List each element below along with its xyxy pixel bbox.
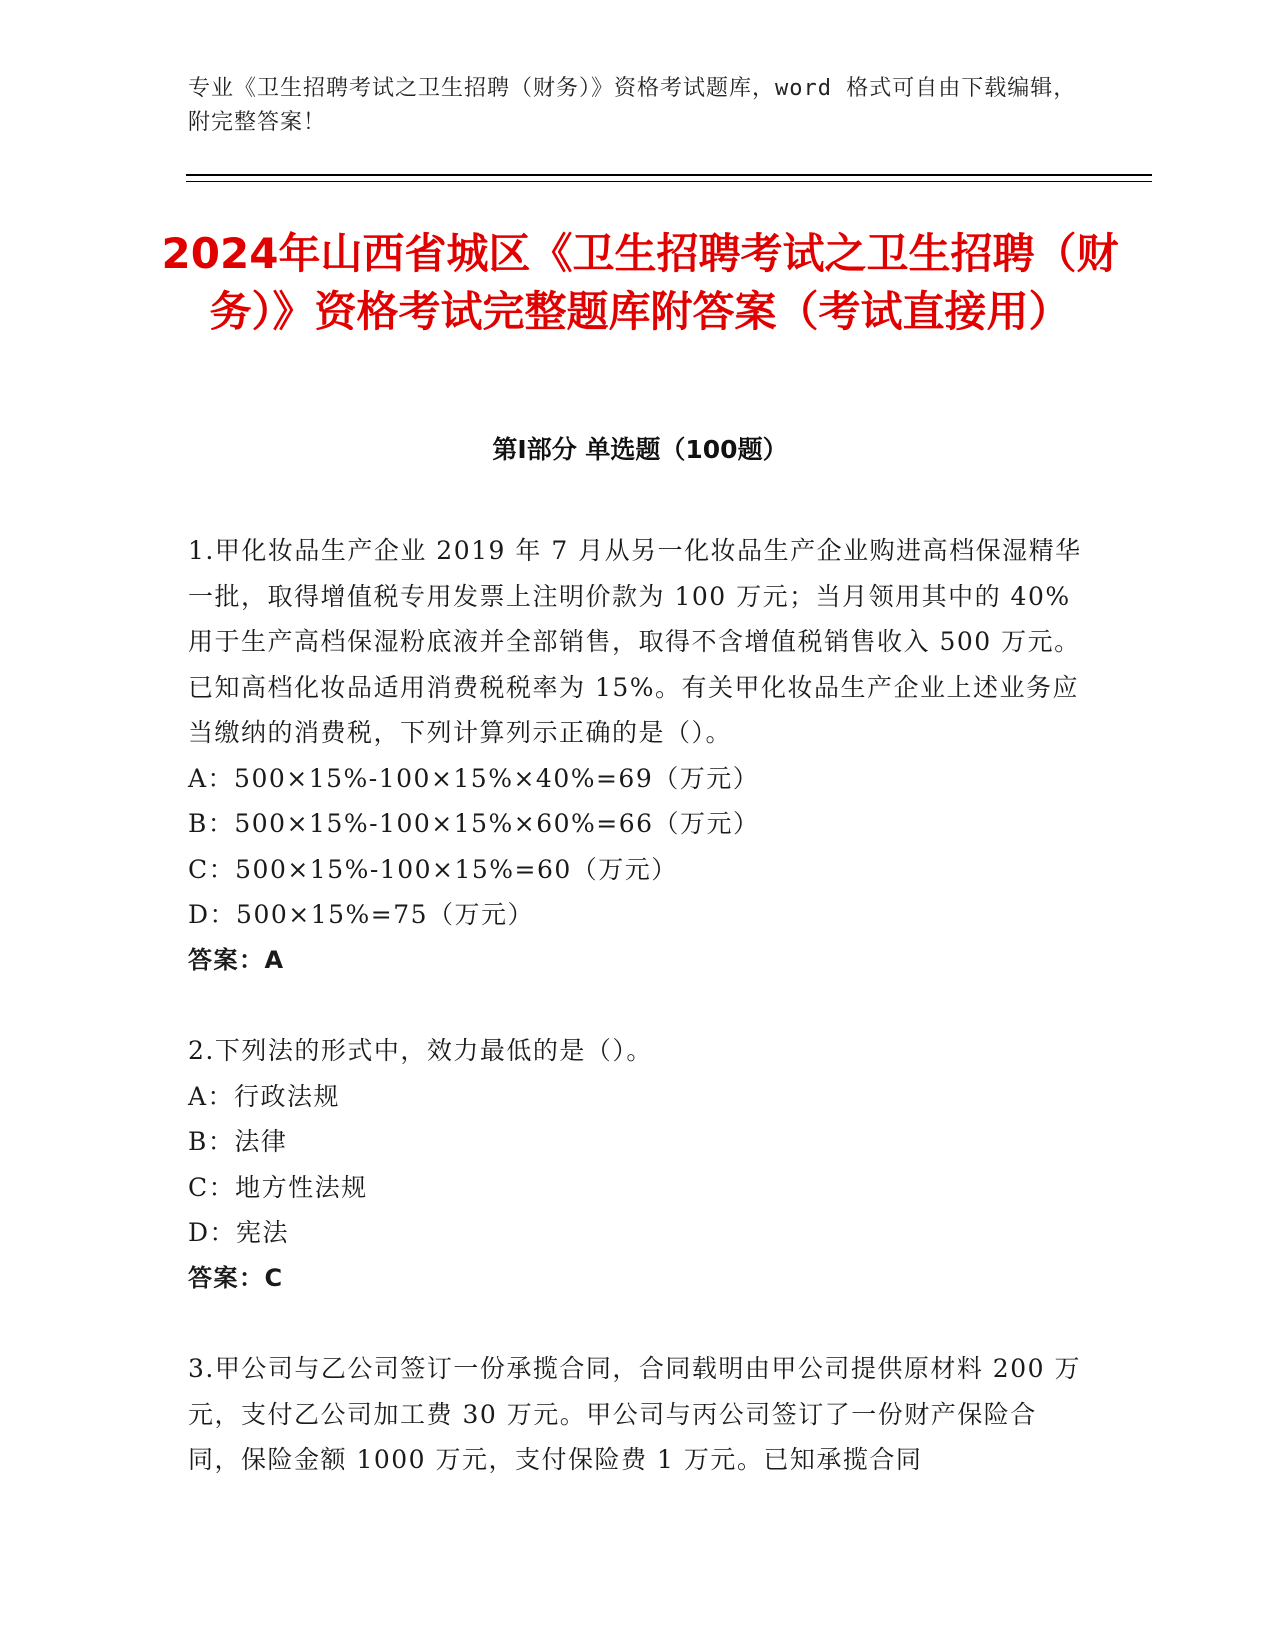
option-a: A：500×15%-100×15%×40%=69（万元） xyxy=(188,763,760,793)
answer-line: 答案：C xyxy=(188,1263,284,1292)
section-heading: 第Ⅰ部分 单选题（100题） xyxy=(492,435,788,464)
question-1 xyxy=(188,528,1083,983)
answer-line: 答案：A xyxy=(188,945,285,974)
option-d: D：500×15%=75（万元） xyxy=(188,900,535,929)
header-rule-thick xyxy=(186,174,1152,176)
header-rule-thin xyxy=(186,181,1152,182)
header-note: 专业《卫生招聘考试之卫生招聘（财务）》资格考试题库，word 格式可自由下载编辑，附完整答案！ xyxy=(188,76,1077,135)
option-c: C：地方性法规 xyxy=(188,1172,368,1202)
option-c: C：500×15%-100×15%=60（万元） xyxy=(188,854,678,884)
question-stem: 2.下列法的形式中，效力最低的是（）。 xyxy=(188,1036,653,1065)
option-b: B：500×15%-100×15%×60%=66（万元） xyxy=(188,809,760,838)
option-a: A：行政法规 xyxy=(188,1081,341,1111)
document-title: 2024年山西省城区《卫生招聘考试之卫生招聘（财务）》资格考试完整题库附答案（考试直接用） xyxy=(161,229,1119,336)
question-stem: 1.甲化妆品生产企业 2019 年 7 月从另一化妆品生产企业购进高档保湿精华一批，取得增值税专用发票上注明价款为 100 万元；当月领用其中的 40%用于生产高档保湿粉底液并全部销售，取得不含增值税销售收入 500 万元。已知高档化妆品适用消费税税率为 15%。有关甲化妆品生产企业上述业务应当缴纳的消费税，下列计算列示正确的是（）。 xyxy=(188,536,1082,747)
question-2 xyxy=(188,1028,1083,1301)
question-list xyxy=(188,528,1083,1528)
option-b: B：法律 xyxy=(188,1127,288,1156)
option-d: D：宪法 xyxy=(188,1218,290,1247)
question-3 xyxy=(188,1346,1083,1483)
question-stem: 3.甲公司与乙公司签订一份承揽合同，合同载明由甲公司提供原材料 200 万元，支付乙公司加工费 30 万元。甲公司与丙公司签订了一份财产保险合同，保险金额 1000 万元，支付保险费 1 万元。已知承揽合同 xyxy=(188,1354,1081,1474)
